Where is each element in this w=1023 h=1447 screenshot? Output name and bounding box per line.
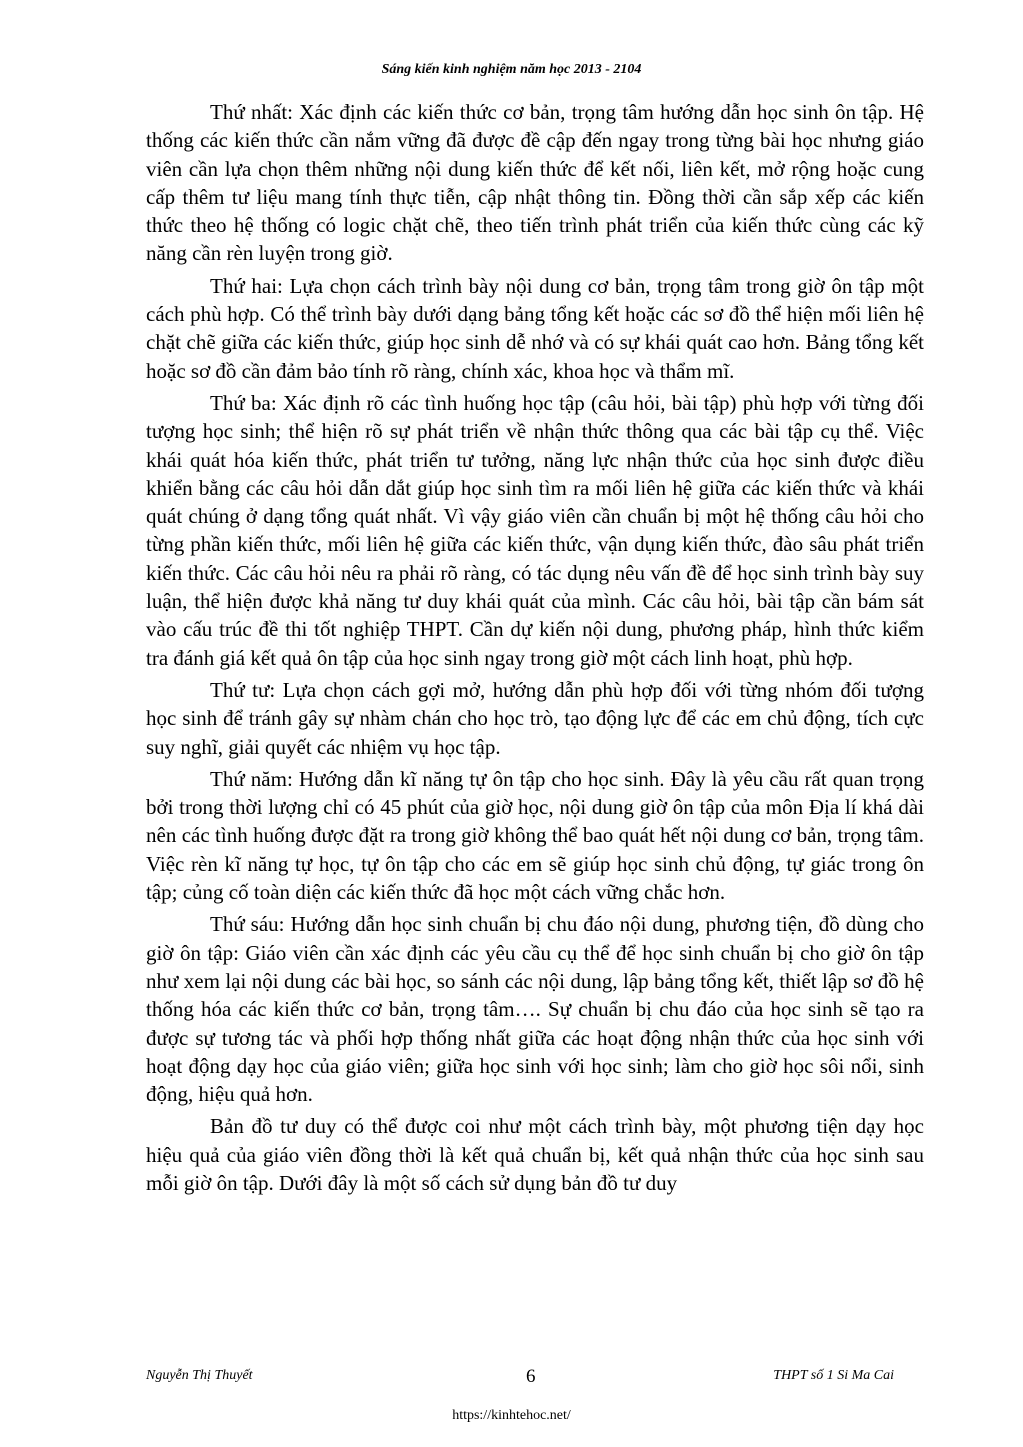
paragraph-thu-nam: Thứ năm: Hướng dẫn kĩ năng tự ôn tập cho học sinh. Đây là yêu cầu rất quan trọng bởi trong thời lượng chỉ có 45 phút của giờ học, nội dung giờ ôn tập của môn Địa lí khá dài nên các tình huống được đặt ra trong giờ không thể bao quát hết nội dung cơ bản, trọng tâm. Việc rèn kĩ năng tự học, tự ôn tập cho các em sẽ giúp học sinh chủ động, tự giác trong ôn tập; củng cố toàn diện các kiến thức đã học một cách vững chắc hơn.: [146, 766, 924, 905]
paragraph-thu-sau: Thứ sáu: Hướng dẫn học sinh chuẩn bị chu đáo nội dung, phương tiện, đồ dùng cho giờ ôn tập: Giáo viên cần xác định các yêu cầu cụ thể để học sinh chuẩn bị cho giờ ôn tập như xem lại nội dung các bài học, so sánh các nội dung, lập bảng tổng kết, thiết lập sơ đồ hệ thống hóa các kiến thức cơ bản, trọng tâm…. Sự chuẩn bị chu đáo của học sinh sẽ tạo ra được sự tương tác và phối hợp thống nhất giữa các hoạt động nhận thức của học sinh với hoạt động dạy học của giáo viên; giữa học sinh với học sinh; làm cho giờ học sôi nổi, sinh động, hiệu quả hơn.: [146, 912, 924, 1107]
source-url: https://kinhtehoc.net/: [452, 1408, 571, 1423]
document-body: [146, 98, 924, 1201]
paragraph-thu-nhat: Thứ nhất: Xác định các kiến thức cơ bản, trọng tâm hướng dẫn học sinh ôn tập. Hệ thống các kiến thức cần nắm vững đã được đề cập đến ngay trong từng bài học nhưng giáo viên cần lựa chọn thêm những nội dung kiến thức để kết nối, liên kết, mở rộng hoặc cung cấp thêm tư liệu mang tính thực tiễn, cập nhật thông tin. Đồng thời cần sắp xếp các kiến thức theo hệ thống có logic chặt chẽ, theo tiến trình phát triển của kiến thức cùng các kỹ năng cần rèn luyện trong giờ.: [146, 100, 924, 266]
paragraph-thu-hai: Thứ hai: Lựa chọn cách trình bày nội dung cơ bản, trọng tâm trong giờ ôn tập một cách phù hợp. Có thể trình bày dưới dạng bảng tổng kết hoặc các sơ đồ thể hiện mối liên hệ chặt chẽ giữa các kiến thức, giúp học sinh dễ nhớ và có sự khái quát cao hơn. Bảng tổng kết hoặc sơ đồ cần đảm bảo tính rõ ràng, chính xác, khoa học và thẩm mĩ.: [146, 273, 924, 383]
paragraph-thu-tu: Thứ tư: Lựa chọn cách gợi mở, hướng dẫn phù hợp đối với từng nhóm đối tượng học sinh để tránh gây sự nhàm chán cho học trò, tạo động lực để các em chủ động, tích cực suy nghĩ, giải quyết các nhiệm vụ học tập.: [146, 677, 924, 759]
page-header: Sáng kiến kinh nghiệm năm học 2013 - 2104: [381, 62, 642, 77]
page-number: 6: [526, 1366, 536, 1387]
footer-author: Nguyễn Thị Thuyết: [146, 1368, 253, 1383]
footer-school: THPT số 1 Si Ma Cai: [773, 1368, 894, 1383]
paragraph-ban-do-tu-duy: Bản đồ tư duy có thể được coi như một cách trình bày, một phương tiện dạy học hiệu quả của giáo viên đồng thời là kết quả chuẩn bị, kết quả nhận thức của học sinh sau mỗi giờ ôn tập. Dưới đây là một số cách sử dụng bản đồ tư duy: [146, 1114, 924, 1195]
paragraph-thu-ba: Thứ ba: Xác định rõ các tình huống học tập (câu hỏi, bài tập) phù hợp với từng đối tượng học sinh; thể hiện rõ sự phát triển về nhận thức thông qua các bài tập cụ thể. Việc khái quát hóa kiến thức, phát triển tư tưởng, năng lực nhận thức của học sinh được điều khiển bằng các câu hỏi dẫn dắt giúp học sinh tìm ra mối liên hệ giữa các kiến thức và khái quát chúng ở dạng tổng quát nhất. Vì vậy giáo viên cần chuẩn bị một hệ thống câu hỏi cho từng phần kiến thức, mối liên hệ giữa các kiến thức, vận dụng kiến thức, đào sâu phát triển kiến thức. Các câu hỏi nêu ra phải rõ ràng, có tác dụng nêu vấn đề để học sinh trình bày suy luận, thể hiện được khả năng tư duy khái quát của mình. Các câu hỏi, bài tập cần bám sát vào cấu trúc đề thi tốt nghiệp THPT. Cần dự kiến nội dung, phương pháp, hình thức kiểm tra đánh giá kết quả ôn tập của học sinh ngay trong giờ một cách linh hoạt, phù hợp.: [146, 390, 924, 670]
page-footer: [146, 1368, 924, 1398]
